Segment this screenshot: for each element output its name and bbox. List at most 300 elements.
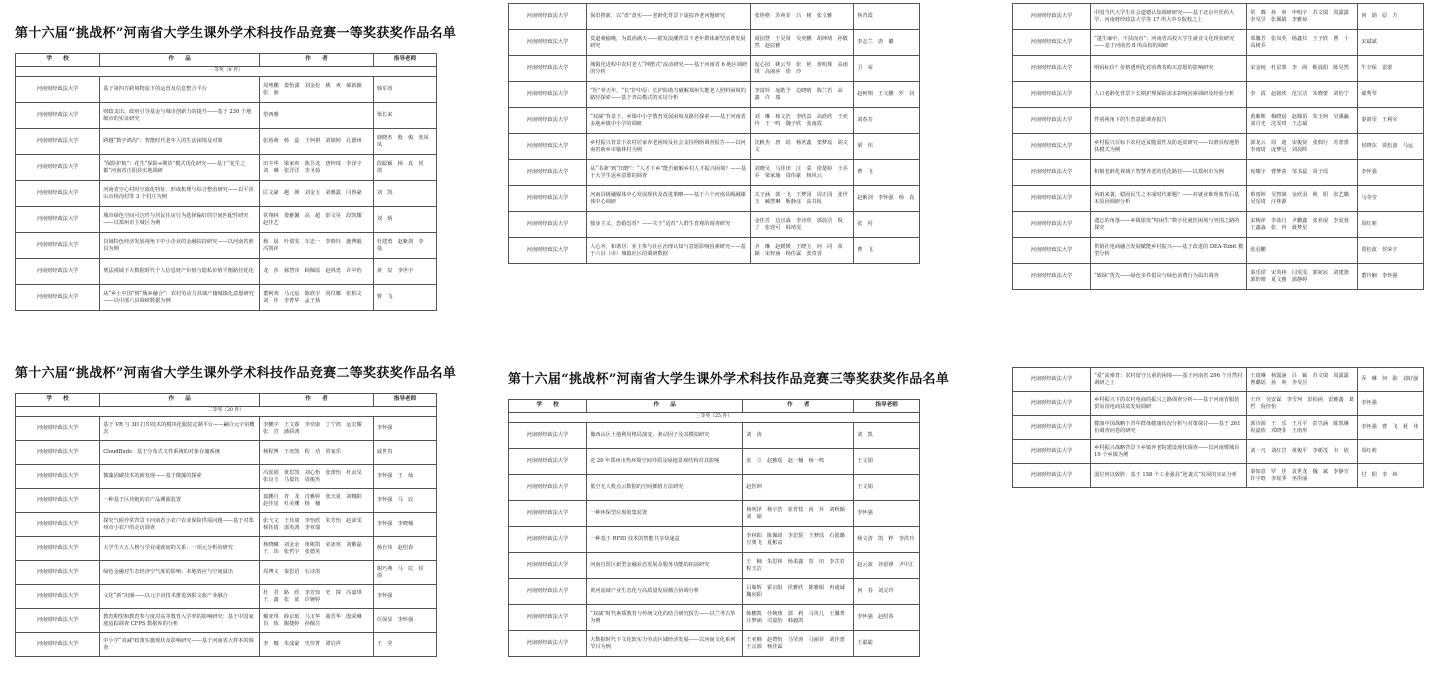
- advisor-cell: 梁长来: [373, 103, 436, 129]
- authors-cell: 杜 君 路 欣 李芳知 史 探 冯嘉琪 王 鑫 张 欲 许婉婷: [260, 585, 374, 609]
- table-row: [509, 160, 920, 186]
- table-header-row: [16, 54, 437, 67]
- work-cell: 明码标价？价格透明化对消费者购买意愿的影响研究: [1091, 56, 1247, 82]
- school-cell: 河南财经政法大学: [16, 129, 100, 155]
- authors-cell: 望西雅: [260, 103, 374, 129]
- table-row: [1013, 464, 1424, 488]
- authors-cell: 张羽鹏: [1247, 238, 1358, 264]
- work-cell: 独身主义、恐婚恐育？——关于“适育”人群生育观的调查研究: [587, 212, 751, 238]
- work-cell: 城市绿色空间可达性与居民住房行为选择偏好的空间匹配性研究——以郑州市主城区为例: [100, 207, 260, 233]
- work-cell: 低空无人机点云数据的空间插值方法研究: [587, 475, 743, 501]
- advisor-cell: 李怀强 王 灿: [373, 465, 436, 489]
- authors-cell: 嘉鹏月 青 龙 肖雅婷 张天夏 刘娜阳 赵佳星 杜美珊 杨 楠: [260, 489, 374, 513]
- advisor-cell: 李怀强 赵绍春: [854, 605, 920, 631]
- authors-cell: 张裕萌 杨 蕊 王柯祺 刘婧婷 孔德州: [260, 129, 374, 155]
- advisor-cell: 杨文清 凯 粹 李洪玲: [854, 527, 920, 553]
- award-table: [15, 53, 437, 311]
- advisor-cell: 王聪聪: [854, 631, 920, 657]
- work-cell: 乡村振兴下的农村电商的振兴之路调查分析——基于河南省服装贸易园电商扶贫发展调研: [1091, 392, 1247, 416]
- school-cell: 河南财经政法大学: [16, 537, 100, 561]
- advisor-cell: 刘 炳: [373, 207, 436, 233]
- advisor-cell: 王 莹: [373, 633, 436, 657]
- school-cell: 河南财经政法大学: [509, 186, 587, 212]
- work-cell: 性别视角下的生育意愿调查报告: [1091, 108, 1247, 134]
- authors-cell: 张艳格 苏爽菲 吕 树 张文雅: [751, 4, 854, 30]
- advisor-cell: 乔 琳 何 勋 刘好强: [1358, 368, 1424, 392]
- authors-cell: 金佳芳 边宜淼 李诗欣 郭晨洁 倪 了 张迎可 韩靖雯: [751, 212, 854, 238]
- advisor-cell: 李怀强: [1358, 392, 1424, 416]
- work-cell: “医”养天年，“长”护中原：长护险助力破解郑州失能老人照料困境的路径探索——基于青岛模式的实证分析: [587, 82, 751, 108]
- table-row: [16, 513, 437, 537]
- school-cell: 河南财经政法大学: [16, 77, 100, 103]
- school-cell: 河南财经政法大学: [1013, 160, 1091, 186]
- page-title: 第十六届“挑战杯”河南省大学生课外学术科技作品竞赛二等奖获奖作品名单: [15, 366, 457, 381]
- section-label: 二等奖（20 件）: [16, 407, 437, 417]
- authors-cell: 杨明泽 杨宇浩 崔育枝 尚 昇 刘秋颖 刘 硕: [743, 501, 854, 527]
- authors-cell: 常翔林 娄雅馨 高 超 彭文昊 段凯耀 赵佳艺: [260, 207, 374, 233]
- authors-cell: 刘 涛: [743, 423, 854, 449]
- advisor-cell: 黄 辰 李世宇: [373, 259, 436, 285]
- school-cell: 河南财经政法大学: [1013, 56, 1091, 82]
- work-cell: 人心齐，和谐居：业主参与社区治理认知与意愿影响因素研究——基于六县（市）城镇社区的调研数据: [587, 238, 751, 264]
- table-row: [16, 233, 437, 259]
- table-row: [509, 30, 920, 56]
- authors-cell: 郭龙云 周 迪 宋俊贤 张佃行 苏蕾蕾 李雨琦 庞梦冠 刘晨晖: [1247, 134, 1358, 160]
- authors-cell: 田丰华 梁家爽 陈昱龙 唐梓琦 李泽宇 刘 琳 张洋洋 李圣茹: [260, 155, 374, 181]
- authors-cell: 张 立 赵雅瑶 赵一楠 杨一鸣: [743, 449, 854, 475]
- table-row: [16, 441, 437, 465]
- table-row: [16, 609, 437, 633]
- school-cell: 河南财经政法大学: [1013, 416, 1091, 440]
- work-cell: 县域特色经济发展视角下中小企业的金融扶持研究——以河南省淮县为例: [100, 233, 260, 259]
- advisor-cell: 梁 伟: [854, 134, 920, 160]
- advisor-cell: 焦青霞: [854, 4, 920, 30]
- school-cell: 河南财经政法大学: [16, 233, 100, 259]
- school-cell: 河南财经政法大学: [16, 259, 100, 285]
- work-cell: 豫西山区土地利用格局演变、驱动因子及其模拟研究: [587, 423, 743, 449]
- page-second-prize: [15, 362, 457, 657]
- advisor-cell: 李怀强: [373, 417, 436, 441]
- work-cell: 跨越“数字鸿沟”：智能时代老年人的生活困境及对策: [100, 129, 260, 155]
- authors-cell: 李富铃 庞皓予 边晓晴 陈兰若 高 鑫 许 瑞: [751, 82, 854, 108]
- school-cell: 河南财经政法大学: [1013, 440, 1091, 464]
- page-first-prize-continued-2: [1012, 3, 1424, 290]
- table-row: [1013, 108, 1424, 134]
- authors-cell: 庞心园 姚云琴 张 艳 黄明珠 高雨琪 高丽萍 徐 玲: [751, 56, 854, 82]
- table-header-row: [509, 400, 920, 413]
- school-cell: 河南财经政法大学: [16, 585, 100, 609]
- work-cell: 探究气候异常背景下河南省小农户农业保险供需问题——基于对郑州市小农户的走访调查: [100, 513, 260, 537]
- header-advisor: 指导老师: [373, 54, 436, 67]
- table-row: [1013, 30, 1424, 56]
- school-cell: 河南财经政法大学: [1013, 82, 1091, 108]
- table-row: [509, 238, 920, 264]
- authors-cell: 周粤鹏 娄怡潇 刘金松 姚 爽 郝新颖 张 丽: [260, 77, 374, 103]
- authors-cell: 王玲 吴安霖 李雪珂 彭柏函 雷雅鑫 葛 哲 倪佳怡: [1247, 392, 1358, 416]
- authors-cell: 杨程博 王奕凯 程 功 常家乐: [260, 441, 374, 465]
- work-cell: 基于第四方跨境物流下的运营及信息整合平台: [100, 77, 260, 103]
- authors-cell: 宋金纯 杜星蒙 李 阁 靳晨阳 陈昊然: [1247, 56, 1358, 82]
- school-cell: 河南财经政法大学: [16, 513, 100, 537]
- header-work: 作 品: [100, 54, 260, 67]
- authors-cell: 李 娜 朱成豪 史佳菁 谭启祥: [260, 633, 374, 657]
- work-cell: 城镇化进程中农村老人“钟摆式”流动研究——基于河南省 6 地区调研的分析: [587, 56, 751, 82]
- work-cell: 风雨来袭，稳固民生之本成时代新题？——对就业难现象背后基本原因调研分析: [1091, 186, 1247, 212]
- advisor-cell: 杨自伟 赵绍春: [373, 537, 436, 561]
- advisor-cell: 李怀强 马 辰: [373, 489, 436, 513]
- page-third-prize-continued: [1012, 367, 1424, 488]
- advisor-cell: 宋斌斌: [1358, 30, 1424, 56]
- work-cell: “保险护航”：花生“保险+期货”模式优化研究——基于“花生之都”河南省正阳县实地调研: [100, 155, 260, 181]
- work-cell: 绿色金融对生态经济空气度的影响：本地效应与空间溢出: [100, 561, 260, 585]
- page-first-prize-continued: [508, 3, 920, 264]
- advisor-cell: 卫 荣: [854, 56, 920, 82]
- table-row: [509, 108, 920, 134]
- advisor-cell: 韩军涛: [373, 77, 436, 103]
- school-cell: 河南财经政法大学: [509, 579, 587, 605]
- advisor-cell: 刘春芳: [854, 108, 920, 134]
- table-row: [509, 423, 920, 449]
- work-cell: 大数据时代下文化软实力劳动区域经济发展——以河南文化系列节目为例: [587, 631, 743, 657]
- header-work: 作 品: [587, 400, 743, 413]
- header-advisor: 指导老师: [854, 400, 920, 413]
- advisor-cell: 李怀强 曹 飞 聂 伟: [1358, 416, 1424, 440]
- work-cell: “爱”流难育：农村留守儿童的困境——基于河南省 296 个自然村调研之上: [1091, 368, 1247, 392]
- advisor-cell: 秦润雯 王利军: [1358, 108, 1424, 134]
- authors-cell: 常 腾 孙 爽 申明宇 苏文瑞 周露露 李旻昱 张佩婧 李雅琼: [1247, 4, 1358, 30]
- school-cell: 河南财经政法大学: [16, 633, 100, 657]
- table-row: [1013, 4, 1424, 30]
- school-cell: 河南财经政法大学: [16, 103, 100, 129]
- school-cell: 河南财经政法大学: [509, 82, 587, 108]
- work-cell: 乡村振兴战略背景下乡镇养老院建设现状调查——以河南郸城县 19 个乡镇为例: [1091, 440, 1247, 464]
- authors-cell: 匡文豪 越 颜 刘金玉 刘雅露 闫鲁豪: [260, 181, 374, 207]
- table-row: [509, 449, 920, 475]
- authors-cell: 邓馨芳 张凤英 杨鑫仪 王子欣 曹 十 高树乔: [1247, 30, 1358, 56]
- advisor-cell: 何 勋 原 方: [1358, 4, 1424, 30]
- school-cell: 河南财经政法大学: [16, 465, 100, 489]
- authors-cell: 刘一凡 刘红岩 黄俊平 李栀茂 韦 依: [1247, 440, 1358, 464]
- table-row: [1013, 238, 1424, 264]
- school-cell: 河南财经政法大学: [509, 160, 587, 186]
- work-cell: 黄河流域产业生态化与高质量发展耦合协调分析: [587, 579, 743, 605]
- school-cell: 河南财经政法大学: [509, 4, 587, 30]
- table-row: [509, 82, 920, 108]
- table-row: [16, 465, 437, 489]
- advisor-cell: 李志兰 唐 璐: [854, 30, 920, 56]
- work-cell: 微藻固碳技术的新发现——基于微藻的探索: [100, 465, 260, 489]
- table-header-row: [16, 394, 437, 407]
- advisor-cell: 李怀强: [854, 501, 920, 527]
- award-table: [508, 3, 920, 264]
- table-row: [16, 537, 437, 561]
- work-cell: “蓬生麻中，不扶而直”：河南省高校大学生就业文化现状研究——基于河南省 8 所高校的调研: [1091, 30, 1247, 56]
- authors-cell: 杨晓曦 刘金金 黄彬凯 宋冰寒 刘紫磊 王 玮 张哲宇 张德英: [260, 537, 374, 561]
- header-school: 学 校: [16, 54, 100, 67]
- table-row: [1013, 134, 1424, 160]
- authors-cell: 秦乐滢 宋英林 闫雯雯 郭宛宸 刘建骁 郭怡晴 夏文雅 郭静婷: [1247, 264, 1358, 290]
- authors-cell: 龙 莎 郝慧泽 顾佩瑶 赵林勇 许中怡: [260, 259, 374, 285]
- authors-cell: 关子涵 郭一飞 王梦园 周正园 张世玉 臧慧琳 靳静彦 高书杭: [751, 186, 854, 212]
- school-cell: 河南财经政法大学: [509, 527, 587, 553]
- authors-cell: 赵医坤: [743, 475, 854, 501]
- work-cell: 人口老龄化背景下长期护理保险需求影响因素调研及经验分析: [1091, 82, 1247, 108]
- advisor-cell: 杜建勇 赵紫剑 李 曼: [373, 233, 436, 259]
- authors-cell: 周博文 秦思语 石诗羡: [260, 561, 374, 585]
- section-label: 一等奖（9 件）: [16, 67, 437, 77]
- authors-cell: 韩鹏凯 佳婉琰 郭 莉 马英儿 王馨菁 汪梦涵 司嘉怡 韩毅鸽: [743, 605, 854, 631]
- authors-cell: 宛耀宇 曹梦菡 邹书蕊 周子瑶: [1247, 160, 1358, 186]
- work-cell: 文化“新”出圈——以元宇宙技术推进洛阳文旅产业融合: [100, 585, 260, 609]
- table-row: [509, 579, 920, 605]
- work-cell: 财政支出、政府引导基金与城市创新力的提升——基于 230 个地级市的实证研究: [100, 103, 260, 129]
- page-title: 第十六届“挑战杯”河南省大学生课外学术科技作品竞赛一等奖获奖作品名单: [15, 26, 457, 41]
- authors-cell: 李林阳 陈佩琦 李思悦 王梦瑶 石银璐 豆奥飞 夏彬益: [743, 527, 854, 553]
- advisor-cell: 李怀强: [373, 585, 436, 609]
- school-cell: 河南财经政法大学: [509, 553, 587, 579]
- school-cell: 河南财经政法大学: [1013, 186, 1091, 212]
- school-cell: 河南财经政法大学: [16, 417, 100, 441]
- advisor-cell: 赵云波 谷留锋 尹中汇: [854, 553, 920, 579]
- table-row: [16, 129, 437, 155]
- advisor-cell: 曹 飞: [854, 160, 920, 186]
- school-cell: 河南财经政法大学: [1013, 464, 1091, 488]
- authors-cell: 王亚楠 赵赞怡 马莹涛 马丽菲 刘佳蕾 王宗源 杨佳霖: [743, 631, 854, 657]
- school-cell: 河南财经政法大学: [509, 238, 587, 264]
- table-row: [16, 633, 437, 657]
- advisor-cell: 付 阳 李 林: [1358, 464, 1424, 488]
- table-row: [16, 259, 437, 285]
- authors-cell: 聂园慧 王昊贤 吴奕鹏 胡坤靖 孙敬然 赵辰雅: [751, 30, 854, 56]
- school-cell: 河南财经政法大学: [509, 56, 587, 82]
- work-cell: 健康中国战略下青年群体健康状况分析与对策探讨——基于 261 份调查问卷的研究: [1091, 416, 1247, 440]
- advisor-cell: 董玲娴 李怀强: [1358, 264, 1424, 290]
- school-cell: 河南财经政法大学: [1013, 4, 1091, 30]
- table-row: [509, 212, 920, 238]
- advisor-cell: 赵紫剑 李怀强 杨 真: [854, 186, 920, 212]
- authors-cell: 王 楠 朱思林 杨柔鑫 贺 田 李芷若 程玉洁: [743, 553, 854, 579]
- authors-cell: 刘晓吴 马佳田 汪 菜 徐楚婷 王乔乔 梁家瑜 周伟豪 杨风云: [751, 160, 854, 186]
- advisor-cell: 刘 凯: [373, 181, 436, 207]
- table-row: [16, 103, 437, 129]
- school-cell: 河南财经政法大学: [509, 475, 587, 501]
- table-row: [509, 631, 920, 657]
- table-row: [509, 475, 920, 501]
- school-cell: 河南财经政法大学: [509, 449, 587, 475]
- authors-cell: 李 霞 赵铭欣 范宝洁 朱晓蕾 刘怡宁: [1247, 82, 1358, 108]
- work-cell: 一种基于 RFID 技术的智能共享快递盒: [587, 527, 743, 553]
- authors-cell: 秦如意 罗 佳 袁世龙 魏 斌 李静宣 许宇晗 李瑶荠 巫彤丽: [1247, 464, 1358, 488]
- advisor-cell: 周红莉: [1358, 212, 1424, 238]
- school-cell: 河南财经政法大学: [1013, 264, 1091, 290]
- school-cell: 河南财经政法大学: [16, 285, 100, 311]
- table-row: [16, 585, 437, 609]
- advisor-cell: 王文娟: [854, 475, 920, 501]
- table-row: [16, 417, 437, 441]
- header-authors: 作 者: [260, 54, 374, 67]
- authors-cell: 李鹏宇 王文睿 李奕康 丁宁鸿 运宏耀 张 岩 潘骄鸿: [260, 417, 374, 441]
- page-first-prize: [15, 22, 457, 311]
- award-table: [1012, 3, 1424, 290]
- work-cell: 教育期望和教育参与度对高等教育入学率的影响研究：基于中国家庭追踪调查 CFPS 数据库的分析: [100, 609, 260, 633]
- school-cell: 河南财经政法大学: [1013, 368, 1091, 392]
- school-cell: 河南财经政法大学: [509, 605, 587, 631]
- advisor-cell: 周红莉: [1358, 440, 1424, 464]
- authors-cell: 戴亚琪 薛京珉 马玉华 曲晋华 殷荣琳 肖 炼 陶捷婷 孙佩昱: [260, 609, 374, 633]
- school-cell: 河南财经政法大学: [509, 30, 587, 56]
- page-third-prize: [508, 368, 950, 657]
- authors-cell: 刘 琳 杨文浩 李欣益 高欣欣 王奕玲 王一鸣 魏子欣 张南霞: [751, 108, 854, 134]
- award-table: [508, 399, 920, 657]
- table-row: [509, 553, 920, 579]
- authors-cell: 宋梅萍 李泳月 尹鹏鑫 张亚琨 李夏蓉 王鑫淼 张 冉 聂梦星: [1247, 212, 1358, 238]
- table-row: [16, 285, 437, 311]
- table-row: [1013, 440, 1424, 464]
- work-cell: 河南县级融媒体中心发展现状及改进策略——基于六个河南县级融媒体中心调研: [587, 186, 751, 212]
- work-cell: 一种环保型垃圾收集装置: [587, 501, 743, 527]
- work-cell: 河南省空心村时空演化特征、形成机理与综合整治研究——以平顶山市杨沟村等 3 个村庄为例: [100, 181, 260, 207]
- authors-cell: 张弋文 王佳康 李怡欣 朱芳怡 赵沛雯 杨钰倩 郭英鸿 李亚瑞: [260, 513, 374, 537]
- school-cell: 河南财经政法大学: [509, 501, 587, 527]
- work-cell: CloudBuds：基于分布式文件系统的对象存储系统: [100, 441, 260, 465]
- work-cell: “致绿”优先——绿色多件倡议与绿色消费行为温出调查: [1091, 264, 1247, 290]
- advisor-cell: 段聪颖 杨 真 侯 倩: [373, 155, 436, 181]
- table-row: [1013, 160, 1424, 186]
- table-row: [1013, 392, 1424, 416]
- header-school: 学 校: [509, 400, 587, 413]
- school-cell: 河南财经政法大学: [16, 181, 100, 207]
- header-school: 学 校: [16, 394, 100, 407]
- authors-cell: 郭诗源 王 乐 王月平 彭笠涵 陈凯琳 祝嘉依 邓晓菲 王雨形: [1247, 416, 1358, 440]
- advisor-cell: 张 村: [854, 212, 920, 238]
- work-cell: 乡村振兴背景下农村居家养老困境及社会支持网络调查报告——以河南省新乡市榆林村为例: [587, 134, 751, 160]
- school-cell: 河南财经政法大学: [509, 631, 587, 657]
- table-row: [509, 56, 920, 82]
- advisor-cell: 曹 飞: [854, 238, 920, 264]
- work-cell: 近 20 年郑州市热环境空间异质及绿地景观结构对其影响: [587, 449, 743, 475]
- school-cell: 河南财经政法大学: [16, 441, 100, 465]
- advisor-cell: 任保显 李怀强: [373, 609, 436, 633]
- header-advisor: 指导老师: [373, 394, 436, 407]
- advisor-cell: 谢巧燕 马 辰 侯 倩: [373, 561, 436, 585]
- advisor-cell: 戚世贵: [373, 441, 436, 465]
- school-cell: 河南财经政法大学: [1013, 212, 1091, 238]
- advisor-cell: 王文娟: [854, 449, 920, 475]
- table-row: [1013, 56, 1424, 82]
- school-cell: 河南财经政法大学: [16, 155, 100, 181]
- school-cell: 河南财经政法大学: [509, 423, 587, 449]
- work-cell: 莫道桑榆晚，为霞尚满天——银发浪潮背景下老年群体新型消费发展研究: [587, 30, 751, 56]
- work-cell: 遗忘的角落——乡镇银发“特困生”数字化就医困境与突围之路的探究: [1091, 212, 1247, 238]
- school-cell: 河南财经政法大学: [1013, 238, 1091, 264]
- authors-cell: 杨 晨 叶倩雯 车忠一 李晗钰 施博毅 冯凯祥: [260, 233, 374, 259]
- work-cell: 刑法视域下大数据时代个人信息财产价值与隐私价值平衡路径优化: [100, 259, 260, 285]
- award-table: [1012, 367, 1424, 488]
- table-row: [1013, 212, 1424, 238]
- work-cell: 大学生大五人格与学业成就间的关系：一项元分析的研究: [100, 537, 260, 561]
- table-row: [509, 605, 920, 631]
- work-cell: “双减”背景下，乡镇中小学教育发展困境及路径探索——基于河南省多地乡镇中小学的调研: [587, 108, 751, 134]
- advisor-cell: 侯晓东 贾松波 马运: [1358, 134, 1424, 160]
- header-authors: 作 者: [743, 400, 854, 413]
- header-authors: 作 者: [260, 394, 374, 407]
- school-cell: 河南财经政法大学: [509, 108, 587, 134]
- work-cell: 从“乡土中国”到“城乡融合”：农村劳动力县域产籍城镇化意愿研究——以中部六县调研数据为例: [100, 285, 260, 311]
- header-work: 作 品: [100, 394, 260, 407]
- work-cell: “双减”时代素质教育与传统文化的结合研究报告——以兰考古筝为例: [587, 605, 743, 631]
- school-cell: 河南财经政法大学: [509, 212, 587, 238]
- table-row: [1013, 264, 1424, 290]
- school-cell: 河南财经政法大学: [1013, 134, 1091, 160]
- school-cell: 河南财经政法大学: [1013, 392, 1091, 416]
- award-table: [15, 393, 437, 657]
- table-row: [509, 186, 920, 212]
- advisor-cell: 李怀强: [1358, 160, 1424, 186]
- advisor-cell: 李怀强 李晓楠: [373, 513, 436, 537]
- table-row: [16, 77, 437, 103]
- work-cell: 从“书斋”到“田野”：“人才下乡”能否破解乡村人才振兴困境？——基于大学生返乡意愿的调查: [587, 160, 751, 186]
- page-title: 第十六届“挑战杯”河南省大学生课外学术科技作品竞赛三等奖获奖作品名单: [508, 372, 950, 387]
- work-cell: 供销社电商融合发展赋能乡村振兴——基于改进的 DEA-Tobit 模型分析: [1091, 238, 1247, 264]
- authors-cell: 黄紫斯 梅晓晨 赵佩苗 朱玉柯 吴溪瀛 刘月光 沈雯琪 王志斌: [1247, 108, 1358, 134]
- authors-cell: 吕瓶辉 霍京阳 侯雅欣 陈雅娟 冉通诚 魏向阳: [743, 579, 854, 605]
- work-cell: 弱位何以致胜：基于 158 个工业强县“逆袭式”发展的实证分析: [1091, 464, 1247, 488]
- advisor-cell: 郝秀琴: [1358, 82, 1424, 108]
- table-row: [16, 181, 437, 207]
- authors-cell: 冯瑶娟 黄思凯 刘心怡 张蕾怡 杜贞旻 张良玉 马嘉钰 周俊杰: [260, 465, 374, 489]
- table-row: [1013, 186, 1424, 212]
- work-cell: 乡村振兴目标下农村返贫脆弱性及防返贫研究——以滑县校地帮扶模式为例: [1091, 134, 1247, 160]
- advisor-cell: 刘 凯: [854, 423, 920, 449]
- advisor-cell: 赵柯翔 王文鹏 罗 钊: [854, 82, 920, 108]
- school-cell: 河南财经政法大学: [509, 134, 587, 160]
- authors-cell: 蔡雨婷 吴智制 金欣羽 谯 阳 张艺璐 吴星琦 汪林源: [1247, 186, 1358, 212]
- work-cell: 一种基于区块链的农产品溯源装置: [100, 489, 260, 513]
- advisor-cell: 何 春 刘灵玲: [854, 579, 920, 605]
- school-cell: 河南财经政法大学: [16, 609, 100, 633]
- section-label: 三等奖（25 件）: [509, 413, 920, 423]
- work-cell: 保旧推新，以“盘”盘实——老龄化背景下虚拟养老问题研究: [587, 4, 751, 30]
- table-row: [509, 501, 920, 527]
- table-row: [1013, 368, 1424, 392]
- school-cell: 河南财经政法大学: [16, 207, 100, 233]
- advisor-cell: 牛全保 雷蕾: [1358, 56, 1424, 82]
- table-row: [509, 4, 920, 30]
- table-row: [16, 207, 437, 233]
- table-row: [1013, 416, 1424, 440]
- advisor-cell: 马莹莹: [1358, 186, 1424, 212]
- work-cell: 中小学“双减”政策实施现状及影响研究——基于河南省大样本的调查: [100, 633, 260, 657]
- table-row: [1013, 82, 1424, 108]
- advisor-cell: 曹 飞: [373, 285, 436, 311]
- school-cell: 河南财经政法大学: [1013, 30, 1091, 56]
- school-cell: 河南财经政法大学: [1013, 108, 1091, 134]
- advisor-cell: 贾松波 侯荣宇: [1358, 238, 1424, 264]
- advisor-cell: 鹿晓杰 殷 俊 张凤凤: [373, 129, 436, 155]
- work-cell: 积极老龄化视域下智慧养老的优化路径——以郑州市为例: [1091, 160, 1247, 186]
- authors-cell: 董柯欢 马元宸 陈欣宇 尚仪娜 张柏文 刘 佳 李菁华 孟子扬: [260, 285, 374, 311]
- authors-cell: 沈帆杰 唐 瑶 杨茗鑫 窦梦瑶 胡文文: [751, 134, 854, 160]
- authors-cell: 齐 琳 赵媛媛 王晓玉 何 同 苗 颖 宋梓涵 杨佳霖 张贵香: [751, 238, 854, 264]
- work-cell: 基于 VR 与 3D 打印技术的模块化服装定制平台——翩合元宇宙概念: [100, 417, 260, 441]
- table-row: [509, 527, 920, 553]
- work-cell: 中国当代大学生社会道德认知调研研究——基于北京中医药大学、河南财经政法大学等 17 所大中专院校之上: [1091, 4, 1247, 30]
- table-row: [16, 489, 437, 513]
- school-cell: 河南财经政法大学: [16, 489, 100, 513]
- table-row: [509, 134, 920, 160]
- table-row: [16, 155, 437, 181]
- work-cell: 河南自贸区新型金融业态发展及服务功能的拓展研究: [587, 553, 743, 579]
